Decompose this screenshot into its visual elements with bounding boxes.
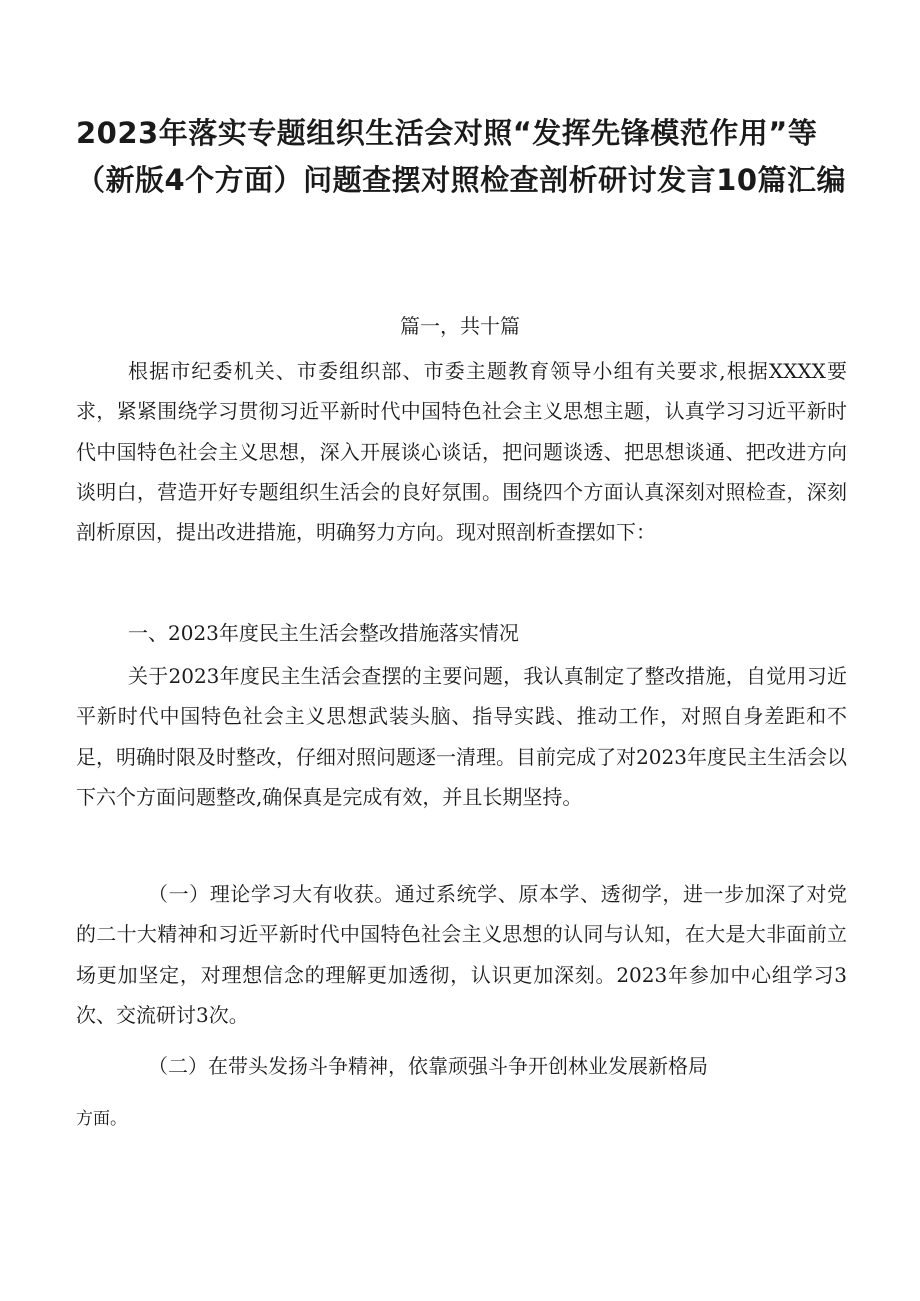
item-struggle-spirit: （二）在带头发扬斗争精神，依靠顽强斗争开创林业发展新格局 [148, 1054, 708, 1078]
intro-paragraph: 根据市纪委机关、市委组织部、市委主题教育领导小组有关要求,根据XXXX要求，紧紧围绕学习贯彻习近平新时代中国特色社会主义思想主题，认真学习习近平新时代中国特色社会主义思想，深入开展谈心谈话，把问题谈透、把思想谈通、把改进方向谈明白，营造开好专题组织生活会的良好氛围。围绕四个方面认真深刻对照检查，深刻剖析原因，提出改进措施，明确努力方向。现对照剖析查摆如下： [76, 359, 847, 545]
item-struggle-spirit-tail: 方面。 [76, 1109, 127, 1129]
rectification-paragraph: 关于2023年度民主生活会查摆的主要问题，我认真制定了整改措施，自觉用习近平新时代中国特色社会主义思想武装头脑、指导实践、推动工作，对照自身差距和不足，明确时限及时整改，仔细对照问题逐一清理。目前完成了对2023年度民主生活会以下六个方面问题整改,确保真是完成有效，并且长期坚持。 [76, 664, 847, 809]
item-theory-study: （一）理论学习大有收获。通过系统学、原本学、透彻学，进一步加深了对党的二十大精神和习近平新时代中国特色社会主义思想的认同与认知，在大是大非面前立场更加坚定，对理想信念的理解更加透彻，认识更加深刻。2023年参加中心组学习3次、交流研讨3次。 [76, 882, 847, 1027]
heading-rectification: 一、2023年度民主生活会整改措施落实情况 [128, 621, 519, 645]
section-heading: 篇一，共十篇 [400, 314, 520, 338]
document-title: 2023年落实专题组织生活会对照“发挥先锋模范作用”等（新版4个方面）问题查摆对照检查剖析研讨发言10篇汇编 [76, 116, 847, 197]
